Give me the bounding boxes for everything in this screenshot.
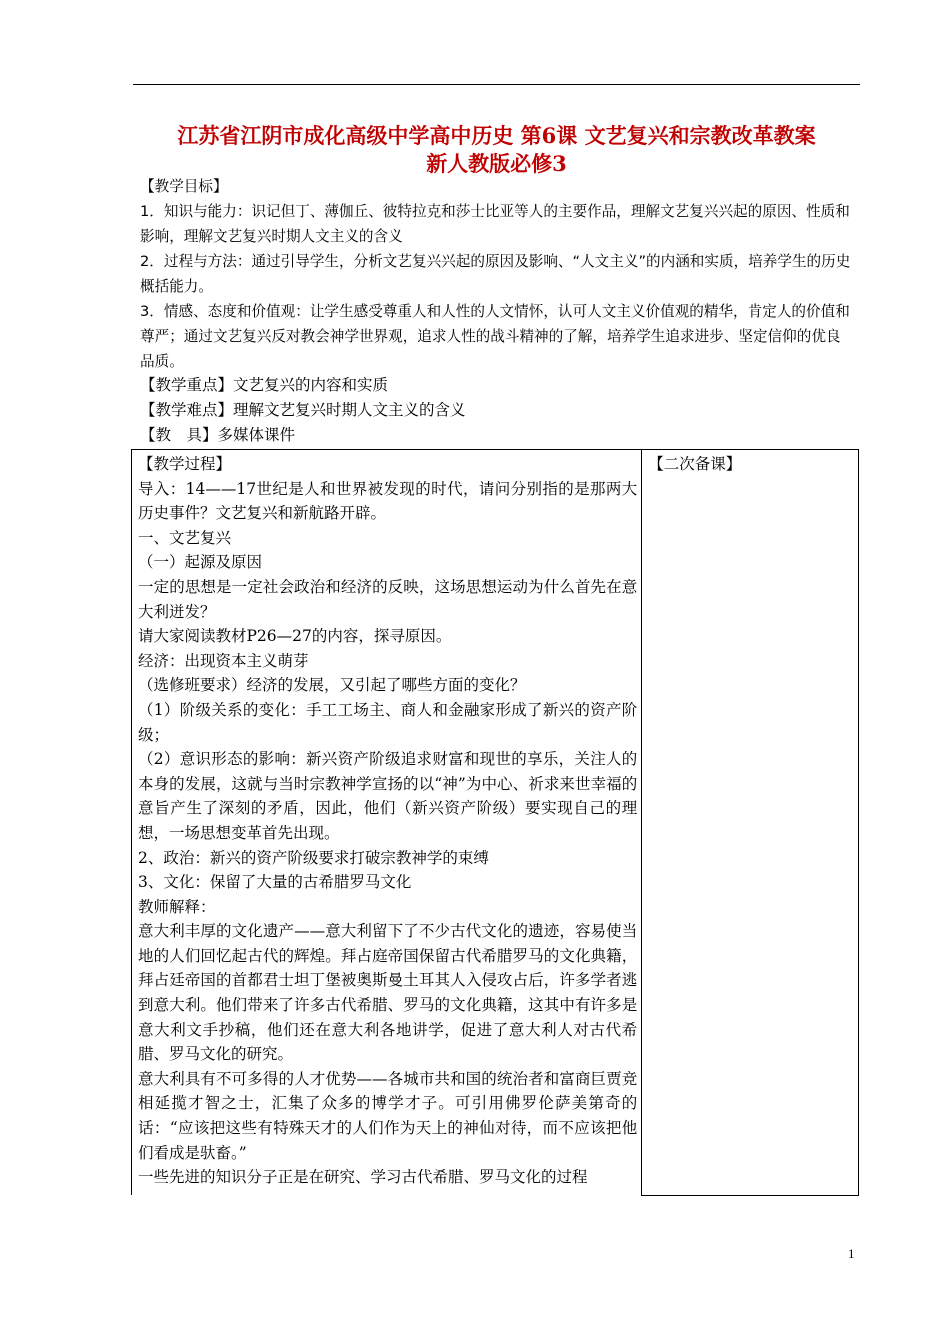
document-title: [133, 122, 860, 178]
title-line-2: 新人教版必修3: [426, 151, 567, 176]
process-paragraph: 一、文艺复兴: [138, 528, 232, 547]
goals-header: 【教学目标】: [140, 178, 228, 195]
process-paragraph: 【教学过程】: [138, 455, 232, 473]
goal-item: 3．情感、态度和价值观：让学生感受尊重人和人性的人文情怀，认可人文主义价值观的精华，肯定人的价值和尊严；通过文艺复兴反对教会神学世界观，追求人性的战斗精神的了解，培养学生追求进步、坚定信仰的优良品质。: [140, 303, 850, 370]
process-paragraph: （2）意识形态的影响：新兴资产阶级追求财富和现世的享乐，关注人的本身的发展，这就与当时宗教神学宣扬的以“神”为中心、祈求来世幸福的意旨产生了深刻的矛盾，因此，他们（新兴资产阶级）要实现自己的理想，一场思想变革首先出现。: [138, 750, 638, 842]
page-number: 1: [848, 1246, 855, 1261]
goal-item: 1．知识与能力：识记但丁、薄伽丘、彼特拉克和莎士比亚等人的主要作品，理解文艺复兴兴起的原因、性质和影响，理解文艺复兴时期人文主义的含义: [140, 203, 850, 245]
process-content: [132, 450, 641, 1190]
process-paragraph: 意大利具有不可多得的人才优势——各城市共和国的统治者和富商巨贾竞相延揽才智之士，汇集了众多的博学才子。可引用佛罗伦萨美第奇的话：“应该把这些有特殊天才的人们作为天上的神仙对待，而不应该把他们看成是驮畜。”: [138, 1069, 638, 1162]
second-prep-header: 【二次备课】: [648, 455, 742, 473]
title-line-1: 江苏省江阴市成化高级中学高中历史 第6课 文艺复兴和宗教改革教案: [177, 123, 816, 148]
teaching-difficulty: 【教学难点】理解文艺复兴时期人文主义的含义: [140, 401, 466, 419]
process-paragraph: 请大家阅读教材P26—27的内容，探寻原因。: [138, 627, 452, 646]
process-paragraph: 3、文化：保留了大量的古希腊罗马文化: [138, 873, 412, 892]
teaching-focus: 【教学重点】文艺复兴的内容和实质: [140, 376, 389, 394]
teaching-tools: 【教 具】多媒体课件: [140, 426, 296, 444]
process-paragraph: 意大利丰厚的文化遗产——意大利留下了不少古代文化的遗迹，容易使当地的人们回忆起古代的辉煌。拜占庭帝国保留古代希腊罗马的文化典籍，拜占廷帝国的首都君士坦丁堡被奥斯曼土耳其人入侵攻占后，许多学者逃到意大利。他们带来了许多古代希腊、罗马的文化典籍，这其中有许多是意大利文手抄稿，他们还在意大利各地讲学，促进了意大利人对古代希腊、罗马文化的研究。: [138, 922, 638, 1064]
process-table: [131, 449, 859, 1196]
process-paragraph: （一）起源及原因: [138, 553, 263, 572]
process-paragraph: 教师解释：: [138, 897, 216, 916]
second-prep-cell: [642, 450, 859, 1196]
process-cell: [132, 450, 642, 1196]
process-paragraph: 经济：出现资本主义萌芽: [138, 651, 309, 670]
teaching-goals: [140, 174, 852, 374]
process-paragraph: 2、政治：新兴的资产阶级要求打破宗教神学的束缚: [138, 848, 489, 867]
header-rule: [133, 84, 860, 85]
process-paragraph: （选修班要求）经济的发展，又引起了哪些方面的变化？: [138, 676, 526, 695]
process-paragraph: （1）阶级关系的变化：手工工场主、商人和金融家形成了新兴的资产阶级；: [138, 700, 638, 744]
process-paragraph: 导入：14——17世纪是人和世界被发现的时代，请问分别指的是那两大历史事件？文艺复兴和新航路开辟。: [138, 479, 638, 523]
process-paragraph: 一些先进的知识分子正是在研究、学习古代希腊、罗马文化的过程: [138, 1168, 588, 1187]
process-paragraph: 一定的思想是一定社会政治和经济的反映，这场思想运动为什么首先在意大利迸发？: [138, 577, 638, 621]
teaching-meta: [140, 373, 852, 448]
goal-item: 2．过程与方法：通过引导学生，分析文艺复兴兴起的原因及影响、“人文主义”的内涵和实质，培养学生的历史概括能力。: [140, 253, 851, 295]
